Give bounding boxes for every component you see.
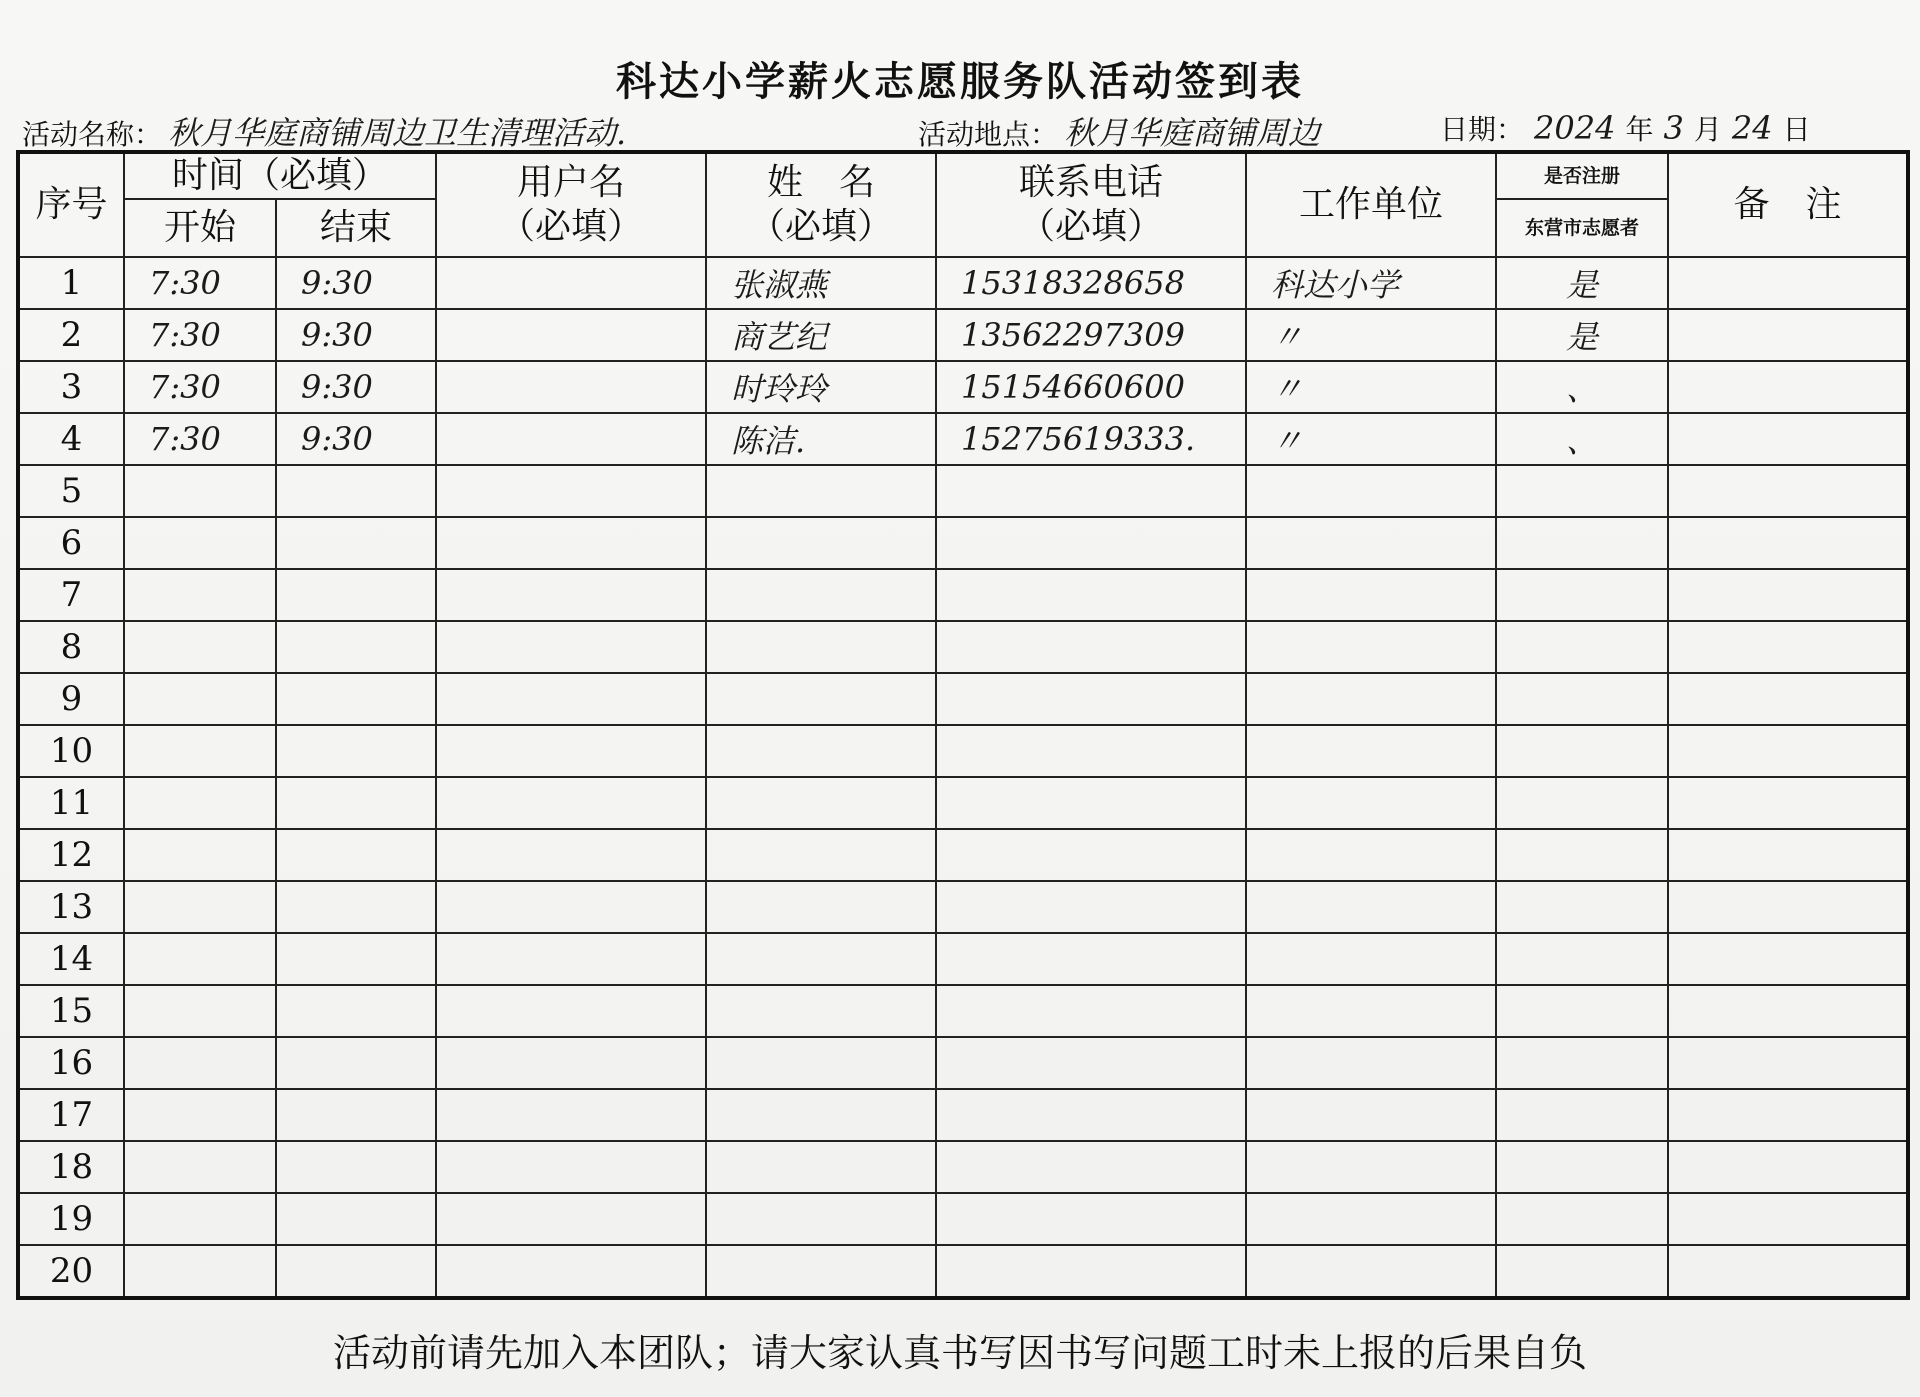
work-unit-cell: [1246, 829, 1496, 881]
name-cell: [706, 517, 936, 569]
username-cell: [436, 361, 706, 413]
header-phone: [936, 152, 1246, 257]
work-unit-cell: [1246, 777, 1496, 829]
phone-cell: [936, 777, 1246, 829]
username-cell: [436, 621, 706, 673]
date-year: 2024: [1534, 109, 1616, 147]
header-registered-top: 是否注册: [1496, 152, 1668, 199]
work-unit-cell: [1246, 1089, 1496, 1141]
table-row: [18, 569, 1908, 621]
remarks-cell: [1668, 777, 1908, 829]
header-username-label: 用户名: [517, 162, 626, 203]
end-time-cell: [276, 1193, 436, 1245]
table-row: [18, 1141, 1908, 1193]
sheet-title: 科达小学薪火志愿服务队活动签到表: [616, 59, 1304, 105]
registered-cell: 、: [1496, 361, 1668, 413]
activity-place-label: 活动地点：: [918, 118, 1059, 151]
date-field: [1440, 108, 1811, 154]
table-row: [18, 1089, 1908, 1141]
header-start: 开始: [124, 199, 276, 257]
remarks-cell: [1668, 361, 1908, 413]
end-time-cell: 9:30: [276, 309, 436, 361]
end-time-cell: 9:30: [276, 413, 436, 465]
username-cell: [436, 309, 706, 361]
seq-cell: 7: [18, 569, 124, 621]
remarks-cell: [1668, 309, 1908, 361]
footer-notice: 活动前请先加入本团队；请大家认真书写因书写问题工时未上报的后果自负: [332, 1331, 1587, 1375]
start-time-cell: [124, 465, 276, 517]
start-time-cell: 7:30: [124, 257, 276, 309]
phone-cell: [936, 517, 1246, 569]
remarks-cell: [1668, 1245, 1908, 1298]
seq-cell: 10: [18, 725, 124, 777]
header-name-label: 姓 名: [767, 162, 876, 203]
end-time-cell: [276, 829, 436, 881]
start-time-cell: [124, 777, 276, 829]
registered-cell: [1496, 569, 1668, 621]
work-unit-cell: [1246, 725, 1496, 777]
phone-cell: 15275619333.: [936, 413, 1246, 465]
start-time-cell: [124, 569, 276, 621]
activity-place-field: [918, 108, 1320, 154]
name-cell: [706, 881, 936, 933]
registered-cell: 是: [1496, 309, 1668, 361]
remarks-cell: [1668, 933, 1908, 985]
end-time-cell: [276, 1141, 436, 1193]
work-unit-cell: [1246, 673, 1496, 725]
username-cell: [436, 673, 706, 725]
end-time-cell: [276, 1037, 436, 1089]
seq-cell: 3: [18, 361, 124, 413]
remarks-cell: [1668, 465, 1908, 517]
seq-cell: 12: [18, 829, 124, 881]
table-row: [18, 309, 1908, 361]
header-username: [436, 152, 706, 257]
registered-cell: [1496, 1141, 1668, 1193]
username-cell: [436, 1245, 706, 1298]
name-cell: [706, 465, 936, 517]
date-day: 24: [1731, 109, 1773, 147]
seq-cell: 19: [18, 1193, 124, 1245]
phone-cell: [936, 829, 1246, 881]
header-time: 时间（必填）: [124, 152, 436, 199]
username-cell: [436, 569, 706, 621]
table-row: [18, 725, 1908, 777]
start-time-cell: [124, 933, 276, 985]
header-work-unit: 工作单位: [1246, 152, 1496, 257]
remarks-cell: [1668, 881, 1908, 933]
remarks-cell: [1668, 1037, 1908, 1089]
seq-cell: 11: [18, 777, 124, 829]
start-time-cell: [124, 725, 276, 777]
phone-cell: [936, 673, 1246, 725]
registered-cell: [1496, 777, 1668, 829]
start-time-cell: 7:30: [124, 309, 276, 361]
work-unit-cell: [1246, 1193, 1496, 1245]
registered-cell: [1496, 829, 1668, 881]
registered-cell: [1496, 517, 1668, 569]
roster-body: [18, 257, 1908, 1298]
work-unit-cell: 〃: [1246, 361, 1496, 413]
header-remarks: 备 注: [1668, 152, 1908, 257]
remarks-cell: [1668, 1089, 1908, 1141]
end-time-cell: [276, 517, 436, 569]
header-username-required: （必填）: [499, 206, 644, 247]
name-cell: [706, 673, 936, 725]
registered-cell: 是: [1496, 257, 1668, 309]
end-time-cell: 9:30: [276, 361, 436, 413]
end-time-cell: [276, 673, 436, 725]
registered-cell: [1496, 933, 1668, 985]
phone-cell: [936, 1037, 1246, 1089]
work-unit-cell: [1246, 569, 1496, 621]
table-row: [18, 413, 1908, 465]
name-cell: [706, 1089, 936, 1141]
work-unit-cell: 〃: [1246, 413, 1496, 465]
table-row: [18, 1037, 1908, 1089]
start-time-cell: [124, 1245, 276, 1298]
registered-cell: [1496, 985, 1668, 1037]
start-time-cell: [124, 829, 276, 881]
activity-place-value: 秋月华庭商铺周边: [1064, 114, 1321, 152]
work-unit-cell: [1246, 517, 1496, 569]
end-time-cell: [276, 777, 436, 829]
seq-cell: 16: [18, 1037, 124, 1089]
seq-cell: 17: [18, 1089, 124, 1141]
remarks-cell: [1668, 985, 1908, 1037]
registered-cell: [1496, 621, 1668, 673]
username-cell: [436, 413, 706, 465]
table-row: [18, 257, 1908, 309]
start-time-cell: [124, 1089, 276, 1141]
header-phone-label: 联系电话: [1019, 162, 1164, 203]
start-time-cell: [124, 1193, 276, 1245]
table-row: [18, 933, 1908, 985]
end-time-cell: [276, 985, 436, 1037]
registered-cell: [1496, 1193, 1668, 1245]
name-cell: 陈洁.: [706, 413, 936, 465]
seq-cell: 1: [18, 257, 124, 309]
start-time-cell: 7:30: [124, 361, 276, 413]
remarks-cell: [1668, 569, 1908, 621]
activity-name-value: 秋月华庭商铺周边卫生清理活动.: [168, 114, 627, 152]
work-unit-cell: [1246, 881, 1496, 933]
username-cell: [436, 517, 706, 569]
seq-cell: 14: [18, 933, 124, 985]
name-cell: [706, 777, 936, 829]
remarks-cell: [1668, 1193, 1908, 1245]
roster-table: [16, 150, 1910, 1300]
name-cell: [706, 1037, 936, 1089]
name-cell: [706, 1141, 936, 1193]
registered-cell: [1496, 465, 1668, 517]
phone-cell: [936, 1089, 1246, 1141]
username-cell: [436, 1037, 706, 1089]
username-cell: [436, 725, 706, 777]
phone-cell: 15154660600: [936, 361, 1246, 413]
phone-cell: [936, 1245, 1246, 1298]
name-cell: [706, 985, 936, 1037]
table-row: [18, 465, 1908, 517]
phone-cell: [936, 881, 1246, 933]
registered-cell: [1496, 881, 1668, 933]
seq-cell: 9: [18, 673, 124, 725]
end-time-cell: [276, 465, 436, 517]
phone-cell: 13562297309: [936, 309, 1246, 361]
seq-cell: 4: [18, 413, 124, 465]
header-name: [706, 152, 936, 257]
end-time-cell: 9:30: [276, 257, 436, 309]
table-row: [18, 621, 1908, 673]
registered-cell: [1496, 1089, 1668, 1141]
table-row: [18, 1193, 1908, 1245]
username-cell: [436, 257, 706, 309]
phone-cell: [936, 1141, 1246, 1193]
name-cell: [706, 725, 936, 777]
start-time-cell: [124, 985, 276, 1037]
registered-cell: [1496, 1245, 1668, 1298]
username-cell: [436, 985, 706, 1037]
phone-cell: [936, 985, 1246, 1037]
registered-cell: [1496, 673, 1668, 725]
remarks-cell: [1668, 621, 1908, 673]
username-cell: [436, 1141, 706, 1193]
end-time-cell: [276, 725, 436, 777]
name-cell: 张淑燕: [706, 257, 936, 309]
start-time-cell: [124, 1037, 276, 1089]
username-cell: [436, 1193, 706, 1245]
seq-cell: 18: [18, 1141, 124, 1193]
header-registered-bottom: 东营市志愿者: [1496, 199, 1668, 257]
username-cell: [436, 933, 706, 985]
table-row: [18, 673, 1908, 725]
name-cell: [706, 621, 936, 673]
work-unit-cell: 科达小学: [1246, 257, 1496, 309]
start-time-cell: 7:30: [124, 413, 276, 465]
header-seq: 序号: [18, 152, 124, 257]
seq-cell: 8: [18, 621, 124, 673]
header-phone-required: （必填）: [1019, 206, 1164, 247]
name-cell: 商艺纪: [706, 309, 936, 361]
date-day-unit: 日: [1782, 113, 1811, 146]
work-unit-cell: [1246, 933, 1496, 985]
work-unit-cell: [1246, 1141, 1496, 1193]
start-time-cell: [124, 517, 276, 569]
end-time-cell: [276, 933, 436, 985]
end-time-cell: [276, 1089, 436, 1141]
username-cell: [436, 1089, 706, 1141]
date-month: 3: [1663, 109, 1684, 147]
activity-name-field: [22, 108, 626, 154]
name-cell: 时玲玲: [706, 361, 936, 413]
start-time-cell: [124, 621, 276, 673]
registered-cell: [1496, 1037, 1668, 1089]
header-end: 结束: [276, 199, 436, 257]
table-row: [18, 517, 1908, 569]
phone-cell: [936, 569, 1246, 621]
name-cell: [706, 1245, 936, 1298]
table-row: [18, 1245, 1908, 1298]
remarks-cell: [1668, 829, 1908, 881]
work-unit-cell: [1246, 985, 1496, 1037]
work-unit-cell: [1246, 621, 1496, 673]
phone-cell: [936, 933, 1246, 985]
phone-cell: 15318328658: [936, 257, 1246, 309]
name-cell: [706, 1193, 936, 1245]
remarks-cell: [1668, 725, 1908, 777]
phone-cell: [936, 621, 1246, 673]
phone-cell: [936, 725, 1246, 777]
table-row: [18, 985, 1908, 1037]
seq-cell: 5: [18, 465, 124, 517]
header-name-required: （必填）: [749, 206, 894, 247]
end-time-cell: [276, 621, 436, 673]
work-unit-cell: [1246, 1037, 1496, 1089]
remarks-cell: [1668, 257, 1908, 309]
username-cell: [436, 881, 706, 933]
seq-cell: 15: [18, 985, 124, 1037]
seq-cell: 13: [18, 881, 124, 933]
date-label: 日期：: [1440, 113, 1525, 146]
activity-name-label: 活动名称：: [22, 118, 163, 151]
table-row: [18, 829, 1908, 881]
phone-cell: [936, 1193, 1246, 1245]
name-cell: [706, 933, 936, 985]
remarks-cell: [1668, 673, 1908, 725]
end-time-cell: [276, 881, 436, 933]
work-unit-cell: [1246, 465, 1496, 517]
name-cell: [706, 829, 936, 881]
name-cell: [706, 569, 936, 621]
end-time-cell: [276, 1245, 436, 1298]
username-cell: [436, 465, 706, 517]
seq-cell: 6: [18, 517, 124, 569]
registered-cell: [1496, 725, 1668, 777]
date-month-unit: 月: [1693, 113, 1722, 146]
date-year-unit: 年: [1625, 113, 1654, 146]
remarks-cell: [1668, 413, 1908, 465]
table-row: [18, 881, 1908, 933]
registered-cell: 、: [1496, 413, 1668, 465]
username-cell: [436, 829, 706, 881]
table-row: [18, 361, 1908, 413]
username-cell: [436, 777, 706, 829]
start-time-cell: [124, 1141, 276, 1193]
phone-cell: [936, 465, 1246, 517]
seq-cell: 20: [18, 1245, 124, 1298]
start-time-cell: [124, 881, 276, 933]
start-time-cell: [124, 673, 276, 725]
work-unit-cell: 〃: [1246, 309, 1496, 361]
remarks-cell: [1668, 1141, 1908, 1193]
table-row: [18, 777, 1908, 829]
end-time-cell: [276, 569, 436, 621]
remarks-cell: [1668, 517, 1908, 569]
work-unit-cell: [1246, 1245, 1496, 1298]
seq-cell: 2: [18, 309, 124, 361]
